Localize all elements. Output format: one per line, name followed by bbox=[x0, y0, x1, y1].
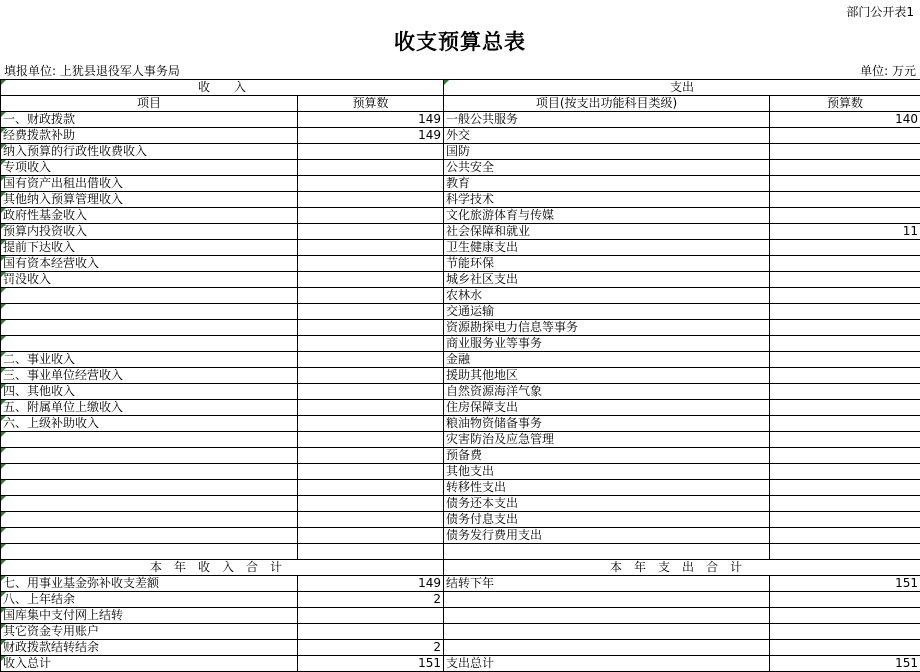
income-budget-cell bbox=[298, 336, 444, 352]
income-budget-cell bbox=[298, 496, 444, 512]
table-row bbox=[1, 192, 920, 208]
income-item-cell: 七、用事业基金弥补收支差额 bbox=[1, 576, 298, 592]
expense-item-cell: 卫生健康支出 bbox=[444, 240, 770, 256]
income-item-cell: 五、附属单位上缴收入 bbox=[1, 400, 298, 416]
income-item-cell bbox=[1, 544, 298, 560]
expense-budget-cell bbox=[770, 464, 920, 480]
budget-table bbox=[0, 79, 920, 672]
income-header: 收 入 bbox=[1, 80, 444, 96]
expense-budget-cell bbox=[770, 336, 920, 352]
table-row bbox=[1, 432, 920, 448]
expense-budget-cell bbox=[770, 624, 920, 640]
totals-row bbox=[1, 560, 920, 576]
expense-budget-cell bbox=[770, 512, 920, 528]
expense-item-cell: 文化旅游体育与传媒 bbox=[444, 208, 770, 224]
expense-item-cell: 社会保障和就业 bbox=[444, 224, 770, 240]
expense-budget-cell bbox=[770, 592, 920, 608]
income-item-cell: 四、其他收入 bbox=[1, 384, 298, 400]
expense-budget-cell bbox=[770, 480, 920, 496]
table-row bbox=[1, 272, 920, 288]
table-row bbox=[1, 624, 920, 640]
expense-item-cell: 债务还本支出 bbox=[444, 496, 770, 512]
expense-item-cell: 商业服务业等事务 bbox=[444, 336, 770, 352]
expense-item-cell: 城乡社区支出 bbox=[444, 272, 770, 288]
income-item-cell bbox=[1, 496, 298, 512]
income-item-cell: 提前下达收入 bbox=[1, 240, 298, 256]
expense-item-cell: 外交 bbox=[444, 128, 770, 144]
income-budget-cell bbox=[298, 368, 444, 384]
income-budget-cell bbox=[298, 608, 444, 624]
income-item-cell bbox=[1, 320, 298, 336]
income-budget-cell bbox=[298, 528, 444, 544]
income-item-cell: 纳入预算的行政性收费收入 bbox=[1, 144, 298, 160]
expense-item-cell: 金融 bbox=[444, 352, 770, 368]
table-row bbox=[1, 336, 920, 352]
expense-budget-cell bbox=[770, 640, 920, 656]
income-budget-cell bbox=[298, 224, 444, 240]
expense-item-cell bbox=[444, 608, 770, 624]
income-item-cell bbox=[1, 336, 298, 352]
income-item-cell: 国有资产出租出借收入 bbox=[1, 176, 298, 192]
income-item-cell: 专项收入 bbox=[1, 160, 298, 176]
table-row bbox=[1, 240, 920, 256]
table-row bbox=[1, 656, 920, 672]
expense-budget-cell bbox=[770, 352, 920, 368]
expense-budget-cell: 140 bbox=[770, 112, 920, 128]
expense-item-cell: 粮油物资储备事务 bbox=[444, 416, 770, 432]
expense-item-cell: 住房保障支出 bbox=[444, 400, 770, 416]
table-row bbox=[1, 320, 920, 336]
income-item-cell: 其它资金专用账户 bbox=[1, 624, 298, 640]
income-budget-cell bbox=[298, 544, 444, 560]
table-row bbox=[1, 544, 920, 560]
income-item-cell: 一、财政拨款 bbox=[1, 112, 298, 128]
income-item-cell bbox=[1, 448, 298, 464]
expense-item-cell: 教育 bbox=[444, 176, 770, 192]
income-item-cell: 三、事业单位经营收入 bbox=[1, 368, 298, 384]
expense-budget-cell bbox=[770, 304, 920, 320]
expense-item-cell: 结转下年 bbox=[444, 576, 770, 592]
expense-budget-cell bbox=[770, 320, 920, 336]
expense-item-cell bbox=[444, 640, 770, 656]
page-title: 收支预算总表 bbox=[0, 26, 920, 56]
income-budget-cell bbox=[298, 400, 444, 416]
income-item-cell bbox=[1, 480, 298, 496]
expense-item-cell: 转移性支出 bbox=[444, 480, 770, 496]
expense-item-cell: 援助其他地区 bbox=[444, 368, 770, 384]
expense-budget-cell bbox=[770, 288, 920, 304]
income-budget-header: 预算数 bbox=[298, 96, 444, 112]
income-budget-cell bbox=[298, 176, 444, 192]
income-item-cell: 罚没收入 bbox=[1, 272, 298, 288]
expense-item-cell bbox=[444, 624, 770, 640]
expense-total-label: 本年支出合计 bbox=[444, 560, 920, 576]
table-row bbox=[1, 304, 920, 320]
income-budget-cell: 2 bbox=[298, 640, 444, 656]
expense-budget-cell bbox=[770, 416, 920, 432]
expense-budget-cell bbox=[770, 160, 920, 176]
income-item-cell bbox=[1, 304, 298, 320]
table-row bbox=[1, 224, 920, 240]
expense-budget-cell bbox=[770, 496, 920, 512]
income-budget-cell bbox=[298, 480, 444, 496]
table-row bbox=[1, 208, 920, 224]
income-budget-cell bbox=[298, 208, 444, 224]
table-row bbox=[1, 368, 920, 384]
expense-budget-header: 预算数 bbox=[770, 96, 920, 112]
income-item-cell: 国有资本经营收入 bbox=[1, 256, 298, 272]
expense-budget-cell bbox=[770, 240, 920, 256]
income-budget-cell bbox=[298, 512, 444, 528]
income-budget-cell bbox=[298, 144, 444, 160]
expense-item-cell: 债务付息支出 bbox=[444, 512, 770, 528]
expense-budget-cell bbox=[770, 128, 920, 144]
income-budget-cell bbox=[298, 192, 444, 208]
expense-item-cell: 预备费 bbox=[444, 448, 770, 464]
expense-budget-cell bbox=[770, 400, 920, 416]
expense-budget-cell: 151 bbox=[770, 656, 920, 672]
income-item-cell: 二、事业收入 bbox=[1, 352, 298, 368]
expense-item-cell: 债务发行费用支出 bbox=[444, 528, 770, 544]
income-budget-cell bbox=[298, 304, 444, 320]
currency-unit: 单位: 万元 bbox=[860, 62, 916, 79]
table-row bbox=[1, 528, 920, 544]
income-item-cell: 政府性基金收入 bbox=[1, 208, 298, 224]
table-row bbox=[1, 592, 920, 608]
table-row bbox=[1, 128, 920, 144]
income-budget-cell: 149 bbox=[298, 576, 444, 592]
income-budget-cell: 149 bbox=[298, 112, 444, 128]
income-budget-cell bbox=[298, 416, 444, 432]
income-budget-cell bbox=[298, 384, 444, 400]
table-row bbox=[1, 288, 920, 304]
income-budget-cell bbox=[298, 256, 444, 272]
expense-budget-cell bbox=[770, 256, 920, 272]
income-item-cell: 国库集中支付网上结转 bbox=[1, 608, 298, 624]
expense-item-cell: 公共安全 bbox=[444, 160, 770, 176]
income-budget-cell bbox=[298, 240, 444, 256]
income-item-cell: 收入总计 bbox=[1, 656, 298, 672]
table-row bbox=[1, 416, 920, 432]
income-item-cell bbox=[1, 464, 298, 480]
table-row bbox=[1, 608, 920, 624]
table-row bbox=[1, 448, 920, 464]
income-budget-cell bbox=[298, 352, 444, 368]
expense-item-cell: 交通运输 bbox=[444, 304, 770, 320]
expense-budget-cell bbox=[770, 368, 920, 384]
income-item-cell bbox=[1, 288, 298, 304]
table-row bbox=[1, 384, 920, 400]
income-item-cell: 六、上级补助收入 bbox=[1, 416, 298, 432]
expense-budget-cell bbox=[770, 176, 920, 192]
reporting-unit: 填报单位: 上犹县退役军人事务局 bbox=[4, 62, 180, 79]
table-row bbox=[1, 176, 920, 192]
expense-budget-cell bbox=[770, 144, 920, 160]
expense-budget-cell bbox=[770, 384, 920, 400]
expense-item-cell: 支出总计 bbox=[444, 656, 770, 672]
income-budget-cell bbox=[298, 432, 444, 448]
table-row bbox=[1, 144, 920, 160]
expense-item-cell: 资源勘探电力信息等事务 bbox=[444, 320, 770, 336]
expense-budget-cell bbox=[770, 528, 920, 544]
table-row bbox=[1, 256, 920, 272]
table-row bbox=[1, 112, 920, 128]
expense-budget-cell bbox=[770, 192, 920, 208]
expense-budget-cell bbox=[770, 448, 920, 464]
income-item-cell bbox=[1, 512, 298, 528]
table-row bbox=[1, 576, 920, 592]
header-row-columns bbox=[1, 96, 920, 112]
expense-budget-cell bbox=[770, 544, 920, 560]
expense-budget-cell bbox=[770, 432, 920, 448]
expense-item-cell: 灾害防治及应急管理 bbox=[444, 432, 770, 448]
header-row-group bbox=[1, 80, 920, 96]
table-row bbox=[1, 480, 920, 496]
income-item-cell: 经费拨款补助 bbox=[1, 128, 298, 144]
expense-budget-cell bbox=[770, 208, 920, 224]
expense-item-cell: 国防 bbox=[444, 144, 770, 160]
income-item-cell: 八、上年结余 bbox=[1, 592, 298, 608]
table-row bbox=[1, 496, 920, 512]
expense-budget-cell bbox=[770, 608, 920, 624]
expense-item-cell: 科学技术 bbox=[444, 192, 770, 208]
table-row bbox=[1, 640, 920, 656]
expense-item-cell bbox=[444, 592, 770, 608]
table-row bbox=[1, 160, 920, 176]
expense-budget-cell: 151 bbox=[770, 576, 920, 592]
expense-item-cell: 自然资源海洋气象 bbox=[444, 384, 770, 400]
income-total-label: 本年收入合计 bbox=[1, 560, 444, 576]
form-code: 部门公开表1 bbox=[846, 3, 914, 20]
table-row bbox=[1, 464, 920, 480]
income-budget-cell bbox=[298, 624, 444, 640]
income-budget-cell bbox=[298, 448, 444, 464]
table-row bbox=[1, 352, 920, 368]
income-item-cell: 其他纳入预算管理收入 bbox=[1, 192, 298, 208]
table-row bbox=[1, 400, 920, 416]
expense-budget-cell: 11 bbox=[770, 224, 920, 240]
income-budget-cell: 151 bbox=[298, 656, 444, 672]
income-budget-cell bbox=[298, 320, 444, 336]
income-budget-cell: 149 bbox=[298, 128, 444, 144]
income-budget-cell bbox=[298, 464, 444, 480]
expense-item-cell bbox=[444, 544, 770, 560]
income-budget-cell bbox=[298, 272, 444, 288]
income-item-cell: 财政拨款结转结余 bbox=[1, 640, 298, 656]
expense-item-cell: 一般公共服务 bbox=[444, 112, 770, 128]
income-item-cell bbox=[1, 528, 298, 544]
expense-budget-cell bbox=[770, 272, 920, 288]
income-budget-cell bbox=[298, 160, 444, 176]
income-budget-cell: 2 bbox=[298, 592, 444, 608]
expense-item-header: 项目(按支出功能科目类级) bbox=[444, 96, 770, 112]
income-item-cell bbox=[1, 432, 298, 448]
expense-item-cell: 节能环保 bbox=[444, 256, 770, 272]
expense-header: 支出 bbox=[444, 80, 920, 96]
expense-item-cell: 农林水 bbox=[444, 288, 770, 304]
table-row bbox=[1, 512, 920, 528]
income-item-cell: 预算内投资收入 bbox=[1, 224, 298, 240]
income-item-header: 项目 bbox=[1, 96, 298, 112]
income-budget-cell bbox=[298, 288, 444, 304]
expense-item-cell: 其他支出 bbox=[444, 464, 770, 480]
